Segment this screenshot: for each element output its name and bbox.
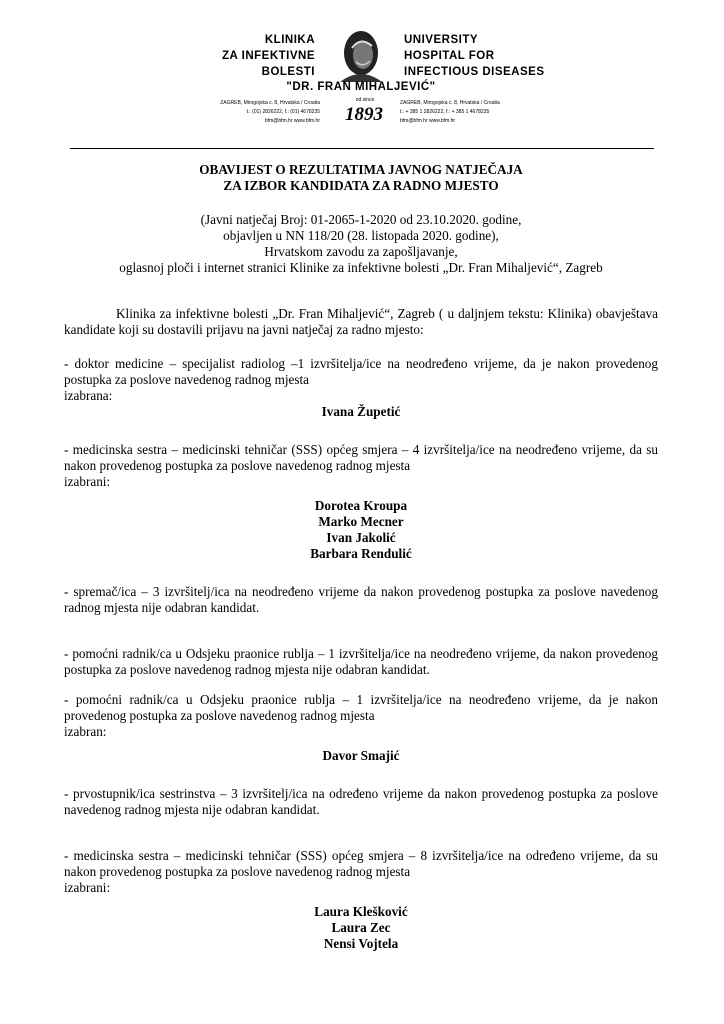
position-description: - prvostupnik/ica sestrinstva – 3 izvršitelj/ica na određeno vrijeme da nakon provedenog postupka za poslove navedenog radnog mjesta nije odabran kandidat. [64, 786, 658, 817]
position-description: - spremač/ica – 3 izvršitelj/ica na neodređeno vrijeme da nakon provedenog postupka za poslove navedenog radnog mjesta nije odabran kandidat. [64, 584, 658, 615]
document-title: OBAVIJEST O REZULTATIMA JAVNOG NATJEČAJA [199, 162, 523, 177]
position-description: - medicinska sestra – medicinski tehničar (SSS) općeg smjera – 8 izvršitelja/ice na određeno vrijeme, da su nakon provedenog postupka za poslove navedenog radnog mjesta [64, 848, 658, 879]
selected-candidate: Dorotea Kroupa [314, 498, 408, 513]
selection-label: izabrani: [64, 880, 111, 895]
address-english [400, 99, 560, 126]
selected-candidate: Nensi Vojtela [323, 936, 399, 951]
intro-paragraph: Klinika za infektivne bolesti „Dr. Fran Mihaljević“, Zagreb ( u daljnjem tekstu: Klinika) obavještava kandidate koji su dostavili prijavu na javni natječaj za radno mjesto: [64, 306, 658, 337]
address-line: bfm@bfm.hr www.bfm.hr [264, 118, 320, 124]
document-body [64, 162, 658, 952]
founding-year: 1893 [345, 104, 383, 125]
selection-label: izabrana: [64, 388, 113, 403]
selected-candidate: Laura Zec [331, 920, 391, 935]
hospital-name-line: HOSPITAL FOR [404, 50, 495, 62]
selected-candidate: Ivan Jakolić [326, 530, 396, 545]
selected-candidate: Marko Mecner [318, 514, 404, 529]
hospital-name-line: KLINIKA [264, 34, 315, 46]
selection-label: izabran: [64, 724, 107, 739]
hospital-name-croatian [180, 32, 315, 80]
selected-candidate: Ivana Župetić [321, 404, 401, 419]
selected-candidate: Laura Klešković [314, 904, 408, 919]
address-line: ZAGREB, Mirogojska c. 8, Hrvatska / Croatia [400, 100, 500, 106]
founder-portrait-logo [330, 28, 392, 82]
hospital-name-line: BOLESTI [261, 66, 315, 78]
hospital-name-line: ZA INFEKTIVNE [222, 50, 315, 62]
position-description: - medicinska sestra – medicinski tehničar (SSS) općeg smjera – 4 izvršitelja/ice na neodređeno vrijeme, da su nakon provedenog postupka za poslove navedenog radnog mjesta [64, 442, 658, 473]
reference-line: Hrvatskom zavodu za zapošljavanje, [264, 244, 458, 259]
reference-line: (Javni natječaj Broj: 01-2065-1-2020 od 23.10.2020. godine, [200, 212, 522, 227]
reference-line: oglasnoj ploči i internet stranici Klinike za infektivne bolesti „Dr. Fran Mihaljević“, Zagreb [119, 260, 603, 275]
header-divider [70, 148, 654, 149]
selection-label: izabrani: [64, 474, 111, 489]
position-description: - pomoćni radnik/ca u Odsjeku praonice rublja – 1 izvršitelja/ice na neodređeno vrijeme, da nakon provedenog postupka za poslove navedenog radnog mjesta nije odabran kandidat. [64, 646, 658, 677]
hospital-name-line: INFECTIOUS DISEASES [404, 66, 545, 78]
hospital-name-line: UNIVERSITY [404, 34, 479, 46]
address-line: t.: (01) 2826222, f.: (01) 4678235 [246, 109, 320, 115]
position-description: - doktor medicine – specijalist radiolog –1 izvršitelja/ice na neodređeno vrijeme, da je nakon provedenog postupka za poslove navedenog radnog mjesta [64, 356, 658, 387]
position-description: - pomoćni radnik/ca u Odsjeku praonice rublja – 1 izvršitelja/ice na neodređeno vrijeme, da je nakon provedenog postupka za poslove navedenog radnog mjesta [64, 692, 658, 723]
letterhead [0, 24, 724, 134]
selected-candidate: Barbara Rendulić [310, 546, 412, 561]
address-croatian [170, 99, 320, 126]
selected-candidate: Davor Smajić [322, 748, 400, 763]
address-line: bfm@bfm.hr www.bfm.hr [400, 118, 456, 124]
address-line: t.: + 385 1 2826222, f.: + 385 1 4678235 [400, 109, 490, 115]
hospital-name-english [404, 32, 584, 80]
since-label: od since [355, 97, 375, 103]
document-subtitle: ZA IZBOR KANDIDATA ZA RADNO MJESTO [223, 178, 499, 193]
address-line: ZAGREB, Mirogojska c. 8, Hrvatska / Croatia [220, 100, 320, 106]
hospital-namesake: "DR. FRAN MIHALJEVIĆ" [286, 81, 436, 93]
reference-line: objavljen u NN 118/20 (28. listopada 2020. godine), [223, 228, 499, 243]
